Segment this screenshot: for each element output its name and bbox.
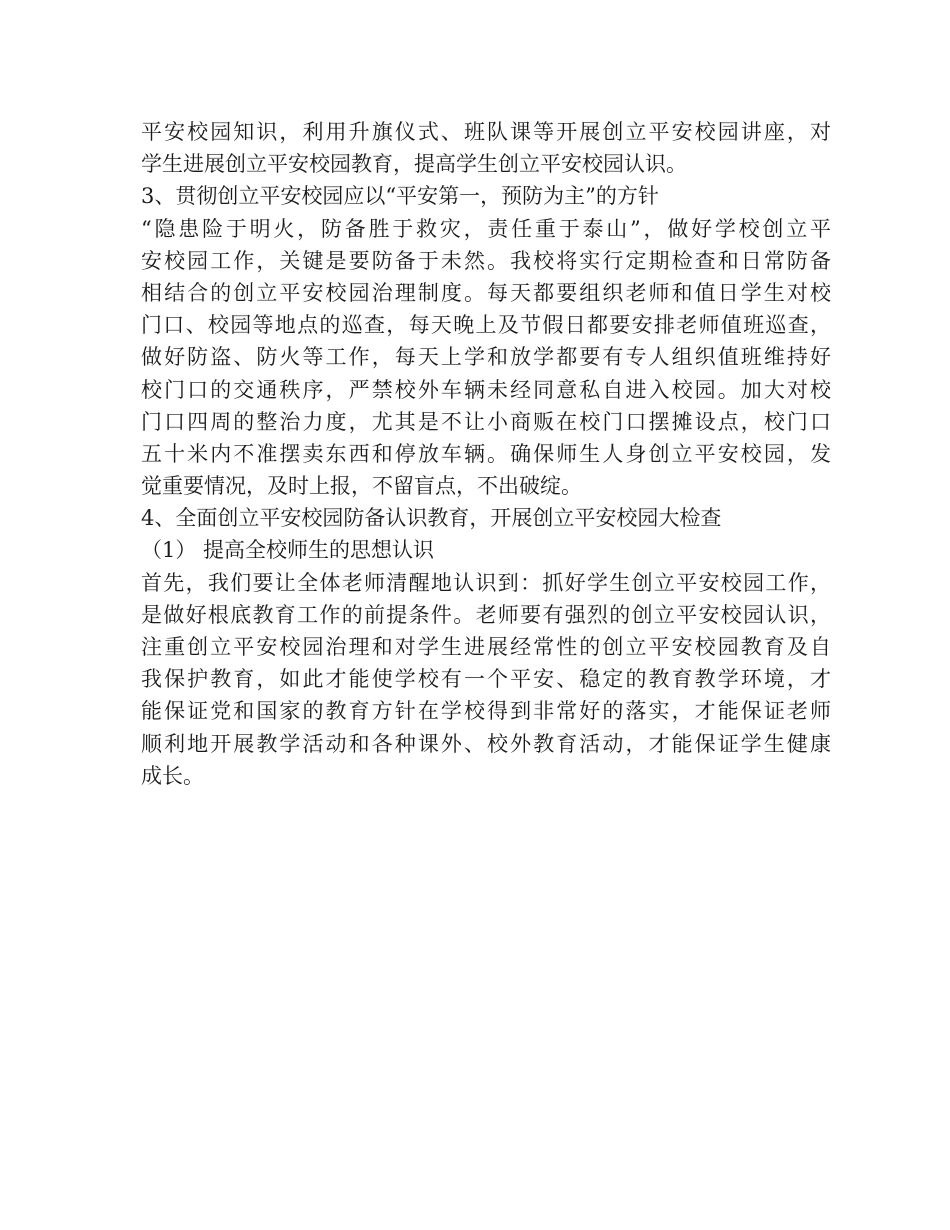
document-body bbox=[141, 116, 841, 792]
text-line: 4、全面创立平安校园防备认识教育，开展创立平安校园大检查 bbox=[141, 506, 722, 531]
text-line: 做好防盗、防火等工作，每天上学和放学都要有专人组织值班维持好 bbox=[141, 345, 831, 370]
text-line: 成长。 bbox=[141, 763, 204, 788]
text-line: 五十米内不准摆卖东西和停放车辆。确保师生人身创立平安校园，发 bbox=[141, 441, 831, 466]
text-line: 门口四周的整治力度，尤其是不让小商贩在校门口摆摊设点，校门口 bbox=[141, 409, 831, 434]
text-line: 安校园工作，关键是要防备于未然。我校将实行定期检查和日常防备 bbox=[141, 248, 831, 273]
text-line: 注重创立平安校园治理和对学生进展经常性的创立平安校园教育及自 bbox=[141, 635, 831, 659]
text-line: 校门口的交通秩序，严禁校外车辆未经同意私自进入校园。加大对校 bbox=[141, 377, 831, 402]
text-line: 是做好根底教育工作的前提条件。老师要有强烈的创立平安校园认识， bbox=[141, 602, 831, 627]
text-line: 门口、校园等地点的巡查，每天晚上及节假日都要安排老师值班巡查， bbox=[141, 313, 831, 338]
text-line: 首先，我们要让全体老师清醒地认识到：抓好学生创立平安校园工作， bbox=[141, 570, 831, 595]
text-line: 平安校园知识，利用升旗仪式、班队课等开展创立平安校园讲座，对 bbox=[141, 120, 831, 144]
text-line: 我保护教育，如此才能使学校有一个平安、稳定的教育教学环境，才 bbox=[141, 667, 831, 692]
text-line: 3、贯彻创立平安校园应以“平安第一，预防为主”的方针 bbox=[141, 184, 659, 209]
text-line: 能保证党和国家的教育方针在学校得到非常好的落实，才能保证老师 bbox=[141, 699, 831, 724]
text-line: 觉重要情况，及时上报，不留盲点，不出破绽。 bbox=[141, 474, 582, 499]
text-line: 学生进展创立平安校园教育，提高学生创立平安校园认识。 bbox=[141, 152, 687, 177]
text-line: 顺利地开展教学活动和各种课外、校外教育活动，才能保证学生健康 bbox=[141, 731, 831, 756]
text-line: 相结合的创立平安校园治理制度。每天都要组织老师和值日学生对校 bbox=[141, 280, 831, 305]
text-line: （1） 提高全校师生的思想认识 bbox=[141, 538, 435, 563]
text-line: “隐患险于明火，防备胜于救灾，责任重于泰山”，做好学校创立平 bbox=[141, 216, 831, 241]
